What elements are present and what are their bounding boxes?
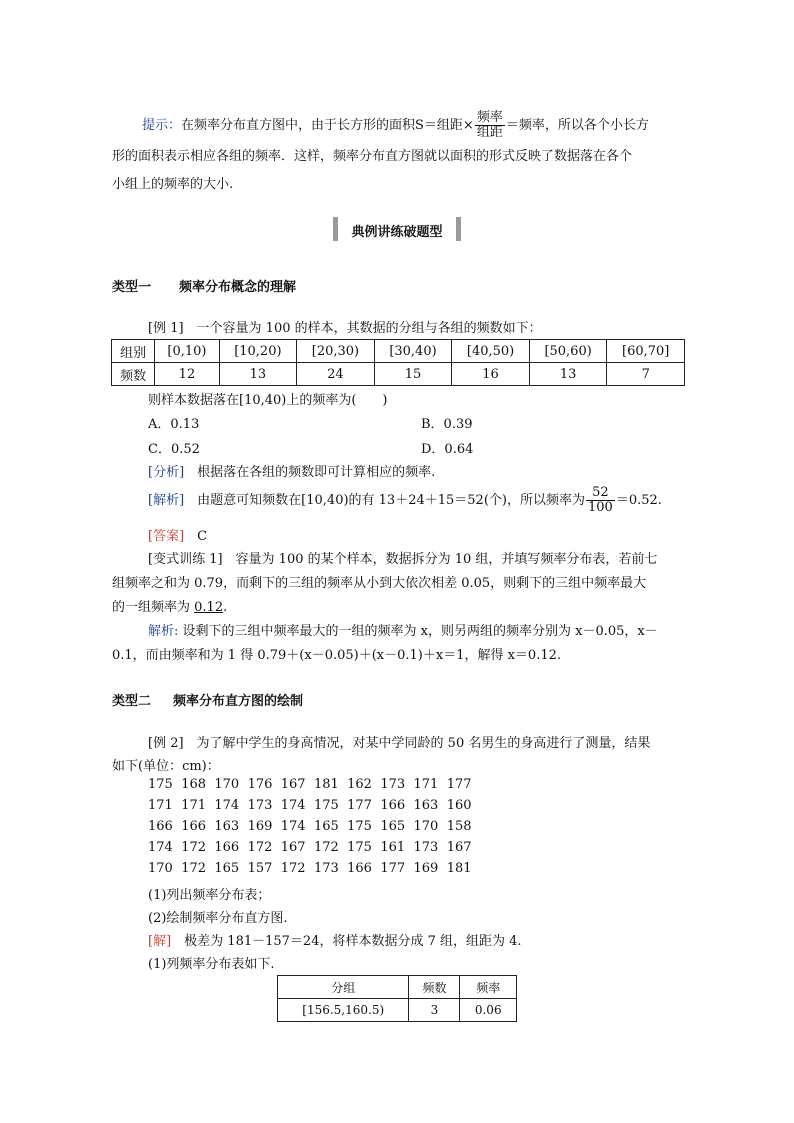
sol-frac-num: 52: [586, 486, 615, 501]
option-b: B．0.39: [421, 417, 473, 432]
option-c: C．0.52: [148, 442, 200, 457]
table-cell: 12: [155, 363, 219, 386]
data-row: [148, 819, 480, 834]
data-value: 173: [380, 777, 406, 792]
variant1-text: 的一组频率为: [112, 600, 195, 615]
data-value: 177: [380, 861, 406, 876]
solution-label: [解析]: [148, 493, 185, 508]
table-header-cell: 频数: [409, 976, 460, 999]
example1-analysis: [148, 461, 435, 480]
data-value: 175: [148, 777, 173, 792]
data-value: 181: [313, 777, 339, 792]
data-value: 173: [313, 861, 339, 876]
table-row: [112, 340, 685, 363]
table-cell: [30,40): [374, 340, 452, 363]
variant1-line-3: [112, 596, 227, 615]
hint-text-b: ＝频率，所以各个小长方: [505, 118, 649, 133]
data-value: 157: [247, 861, 273, 876]
analysis-label: [分析]: [148, 465, 185, 480]
data-row: [148, 861, 480, 876]
table-row: [112, 363, 685, 386]
data-value: 173: [413, 840, 439, 855]
type1-heading: [112, 276, 296, 295]
data-value: 160: [446, 798, 472, 813]
type2-title: 频率分布直方图的绘制: [173, 694, 304, 709]
option-d: D．0.64: [421, 442, 474, 457]
frequency-table: [277, 975, 517, 1022]
data-value: 163: [413, 798, 439, 813]
data-row: [148, 798, 480, 813]
data-value: 163: [214, 819, 240, 834]
table-cell: [50,60): [529, 340, 607, 363]
table-cell: 13: [219, 363, 297, 386]
table-cell: 7: [607, 363, 685, 386]
banner-title: 典例讲练破题型: [351, 225, 443, 240]
table-cell: 16: [452, 363, 530, 386]
data-value: 169: [413, 861, 439, 876]
data-value: 166: [380, 798, 406, 813]
data-value: 166: [148, 819, 173, 834]
table-header-cell: 分组: [278, 976, 409, 999]
data-value: 166: [214, 840, 240, 855]
variant1-solution-1: [148, 620, 658, 639]
data-value: 171: [413, 777, 439, 792]
data-value: 166: [347, 861, 372, 876]
example1-intro: [例 1] 一个容量为 100 的样本，其数据的分组与各组的频数如下：: [148, 321, 542, 336]
table-cell: 0.06: [460, 999, 517, 1022]
solution-text-b: ＝0.52.: [615, 493, 662, 508]
data-value: 172: [181, 861, 207, 876]
data-value: 175: [347, 819, 372, 834]
hint-line-3: 小组上的频率的大小.: [112, 177, 234, 192]
data-value: 165: [380, 819, 406, 834]
example1-question: 则样本数据落在[10,40)上的频率为( ): [148, 393, 388, 408]
data-value: 170: [148, 861, 173, 876]
table-row: [278, 999, 517, 1022]
data-value: 176: [247, 777, 273, 792]
example2-sol-text: 极差为 181－157＝24，将样本数据分成 7 组，组距为 4.: [184, 934, 522, 949]
section-banner: [333, 217, 461, 241]
table-cell: 15: [374, 363, 452, 386]
hint-line-1: [142, 111, 649, 140]
table-cell: [60,70]: [607, 340, 685, 363]
variant1-end: .: [223, 600, 228, 615]
sol-frac-den: 100: [587, 500, 613, 515]
table-cell: 24: [297, 363, 375, 386]
banner-right-bar: [456, 217, 461, 241]
example2-q1: (1)列出频率分布表；: [148, 888, 271, 903]
table-header-cell: 频数: [112, 363, 155, 386]
data-value: 177: [446, 777, 472, 792]
data-value: 172: [247, 840, 273, 855]
example1-solution: [148, 486, 662, 515]
table-header-cell: 频率: [460, 976, 517, 999]
data-row: [148, 777, 480, 792]
hint-text-a: 在频率分布直方图中，由于长方形的面积S＝组距×: [181, 118, 474, 133]
data-value: 174: [280, 819, 306, 834]
hint-frac-den: 组距: [476, 125, 503, 140]
type1-title: 频率分布概念的理解: [179, 280, 297, 295]
table-cell: [40,50): [452, 340, 530, 363]
data-value: 170: [413, 819, 439, 834]
table-cell: 13: [529, 363, 607, 386]
answer-label: [答案]: [148, 529, 185, 544]
data-value: 162: [347, 777, 372, 792]
example2-line-1: [例 2] 为了解中学生的身高情况，对某中学同龄的 50 名男生的身高进行了测量，结果: [148, 736, 651, 751]
example1-table: [111, 339, 685, 386]
data-value: 177: [347, 798, 372, 813]
data-value: 165: [313, 819, 339, 834]
data-value: 171: [148, 798, 173, 813]
table-row: [278, 976, 517, 999]
example2-sol-label: [解]: [148, 934, 172, 949]
data-value: 172: [181, 840, 207, 855]
data-value: 161: [380, 840, 406, 855]
variant1-sol-text: 设剩下的三组中频率最大的一组的频率为 x，则另两组的频率分别为 x－0.05，x－: [182, 624, 658, 639]
option-a: A．0.13: [148, 417, 200, 432]
variant1-sol-label: 解析:: [148, 624, 179, 639]
data-value: 165: [214, 861, 240, 876]
data-value: 158: [446, 819, 472, 834]
hint-fraction: [475, 111, 505, 140]
data-value: 174: [214, 798, 240, 813]
data-value: 173: [247, 798, 273, 813]
type2-label: 类型二: [112, 694, 152, 709]
data-value: 167: [280, 777, 306, 792]
data-row: [148, 840, 480, 855]
example2-q2: (2)绘制频率分布直方图.: [148, 911, 288, 926]
data-value: 181: [446, 861, 472, 876]
table-cell: 3: [409, 999, 460, 1022]
table-cell: [10,20): [219, 340, 297, 363]
variant1-answer: 0.12: [194, 600, 224, 615]
example2-solution: [148, 930, 522, 949]
table-cell: [156.5,160.5): [278, 999, 409, 1022]
table-header-cell: 组别: [112, 340, 155, 363]
data-value: 168: [181, 777, 207, 792]
data-value: 172: [313, 840, 339, 855]
data-value: 170: [214, 777, 240, 792]
data-value: 167: [280, 840, 306, 855]
data-value: 175: [313, 798, 339, 813]
hint-label: 提示：: [142, 118, 182, 133]
solution-fraction: [586, 486, 615, 515]
variant1-line-1: [变式训练 1] 容量为 100 的某个样本，数据拆分为 10 组，并填写频率分布表，若前七: [148, 552, 658, 567]
table-cell: [20,30): [297, 340, 375, 363]
type1-label: 类型一: [112, 280, 152, 295]
answer-text: C: [197, 529, 208, 544]
variant1-line-2: 组频率之和为 0.79，而剩下的三组的频率从小到大依次相差 0.05，则剩下的三组中频率最大: [112, 576, 647, 591]
example2-sol-sub: (1)列频率分布表如下.: [148, 957, 275, 972]
hint-frac-num: 频率: [476, 110, 503, 125]
variant1-solution-2: 0.1，而由频率和为 1 得 0.79＋(x－0.05)＋(x－0.1)＋x＝1，解得 x＝0.12.: [112, 648, 562, 663]
example2-line-2: 如下(单位：cm)：: [112, 759, 220, 774]
data-value: 169: [247, 819, 273, 834]
data-value: 167: [446, 840, 472, 855]
analysis-text: 根据落在各组的频数即可计算相应的频率.: [197, 465, 436, 480]
example1-answer: [148, 525, 207, 544]
data-value: 171: [181, 798, 207, 813]
solution-text-a: 由题意可知频数在[10,40)的有 13＋24＋15＝52(个)，所以频率为: [197, 493, 585, 508]
hint-line-2: 形的面积表示相应各组的频率．这样，频率分布直方图就以面积的形式反映了数据落在各个: [112, 149, 633, 164]
data-value: 174: [280, 798, 306, 813]
data-value: 166: [181, 819, 207, 834]
data-value: 174: [148, 840, 173, 855]
type2-heading: [112, 690, 303, 709]
table-cell: [0,10): [155, 340, 219, 363]
data-value: 175: [347, 840, 372, 855]
data-value: 172: [280, 861, 306, 876]
